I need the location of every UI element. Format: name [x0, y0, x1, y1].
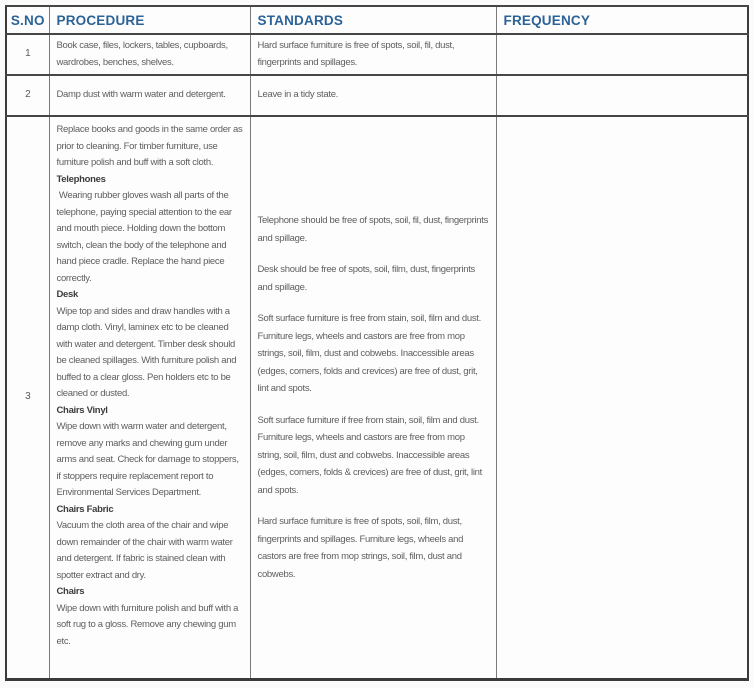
standards-paragraph: Hard surface furniture is free of spots, soil, film, dust, fingerprints and spillages. Furniture legs, wheels and castors are free from mop strings, soil, film, dust and cobwebs.	[257, 516, 466, 580]
cleaning-procedure-table	[5, 5, 749, 681]
standards-cell	[250, 34, 496, 75]
standards-paragraph: Desk should be free of spots, soil, film, dust, fingerprints and spillage.	[257, 264, 478, 293]
column-header-frequency: FREQUENCY	[496, 6, 748, 34]
standards-paragraph: Leave in a tidy state.	[257, 89, 339, 101]
frequency-cell	[496, 75, 748, 116]
column-header-procedure: PROCEDURE	[49, 6, 250, 34]
procedure-heading: Telephones	[56, 173, 106, 185]
column-header-sno: S.NO	[6, 6, 49, 34]
row-number: 1	[6, 34, 49, 75]
header-row	[6, 6, 748, 34]
procedure-paragraph: Wipe down with furniture polish and buff with a soft rug to a gloss. Remove any chewing gum etc.	[56, 602, 241, 647]
standards-paragraph: Soft surface furniture is free from stain, soil, film and dust. Furniture legs, wheels and castors are free from mop strings, soil, film, dust and cobwebs. Inaccessible areas (edges, corners, folds and crevices) are free of dust, grit, lint and spots.	[257, 313, 484, 394]
frequency-cell	[496, 116, 748, 680]
procedure-paragraph: Wipe top and sides and draw handles with a damp cloth. Vinyl, laminex etc to be cleaned with water and detergent. Timber desk should be cleaned spillages. With furniture polish and buffed to a clear gloss. Pen holders etc to be cleaned or dusted.	[56, 305, 239, 399]
procedure-paragraph: Replace books and goods in the same order as prior to cleaning. For timber furniture, use furniture polish and buff with a soft cloth.	[56, 124, 245, 168]
procedure-cell	[49, 34, 250, 75]
table-row	[6, 34, 748, 75]
procedure-cell	[49, 75, 250, 116]
table-row	[6, 116, 748, 680]
procedure-heading: Desk	[56, 289, 79, 300]
standards-paragraph: Soft surface furniture if free from stain, soil, film and dust. Furniture legs, wheels and castors are free from mop string, soil, film, dust and cobwebs. Inaccessible areas (edges, corners, folds & crevices) are free of dust, grit, lint and spots.	[257, 414, 485, 496]
procedure-heading: Chairs	[56, 586, 85, 597]
procedure-paragraph: Vacuum the cloth area of the chair and wipe down remainder of the chair with warm water and detergent. If fabric is stained clean with spotter extract and dry.	[56, 520, 235, 581]
standards-paragraph: Hard surface furniture is free of spots, soil, fil, dust, fingerprints and spillages.	[257, 40, 457, 68]
procedure-paragraph: Damp dust with warm water and detergent.	[56, 89, 226, 101]
procedure-cell	[49, 116, 250, 680]
procedure-paragraph: Wipe down with warm water and detergent, remove any marks and chewing gum under arms and seat. Check for damage to stoppers, if stoppers require replacement report to Environmental Services Department.	[56, 421, 242, 498]
procedure-heading: Chairs Vinyl	[56, 404, 108, 416]
row-number: 3	[6, 116, 49, 680]
table-row	[6, 75, 748, 116]
standards-cell	[250, 75, 496, 116]
standards-cell	[250, 116, 496, 680]
column-header-standards: STANDARDS	[250, 6, 496, 34]
standards-paragraph: Telephone should be free of spots, soil, fil, dust, fingerprints and spillage.	[257, 215, 491, 244]
procedure-paragraph: Book case, files, lockers, tables, cupboards, wardrobes, benches, shelves.	[56, 40, 231, 68]
row-number: 2	[6, 75, 49, 116]
procedure-heading: Chairs Fabric	[56, 503, 114, 515]
procedure-paragraph: Wearing rubber gloves wash all parts of the telephone, paying special attention to the ear and mouth piece. Holding down the bottom switch, clean the body of the telephone and hand piece cradle. Replace the hand piece correctly.	[56, 190, 235, 284]
frequency-cell	[496, 34, 748, 75]
